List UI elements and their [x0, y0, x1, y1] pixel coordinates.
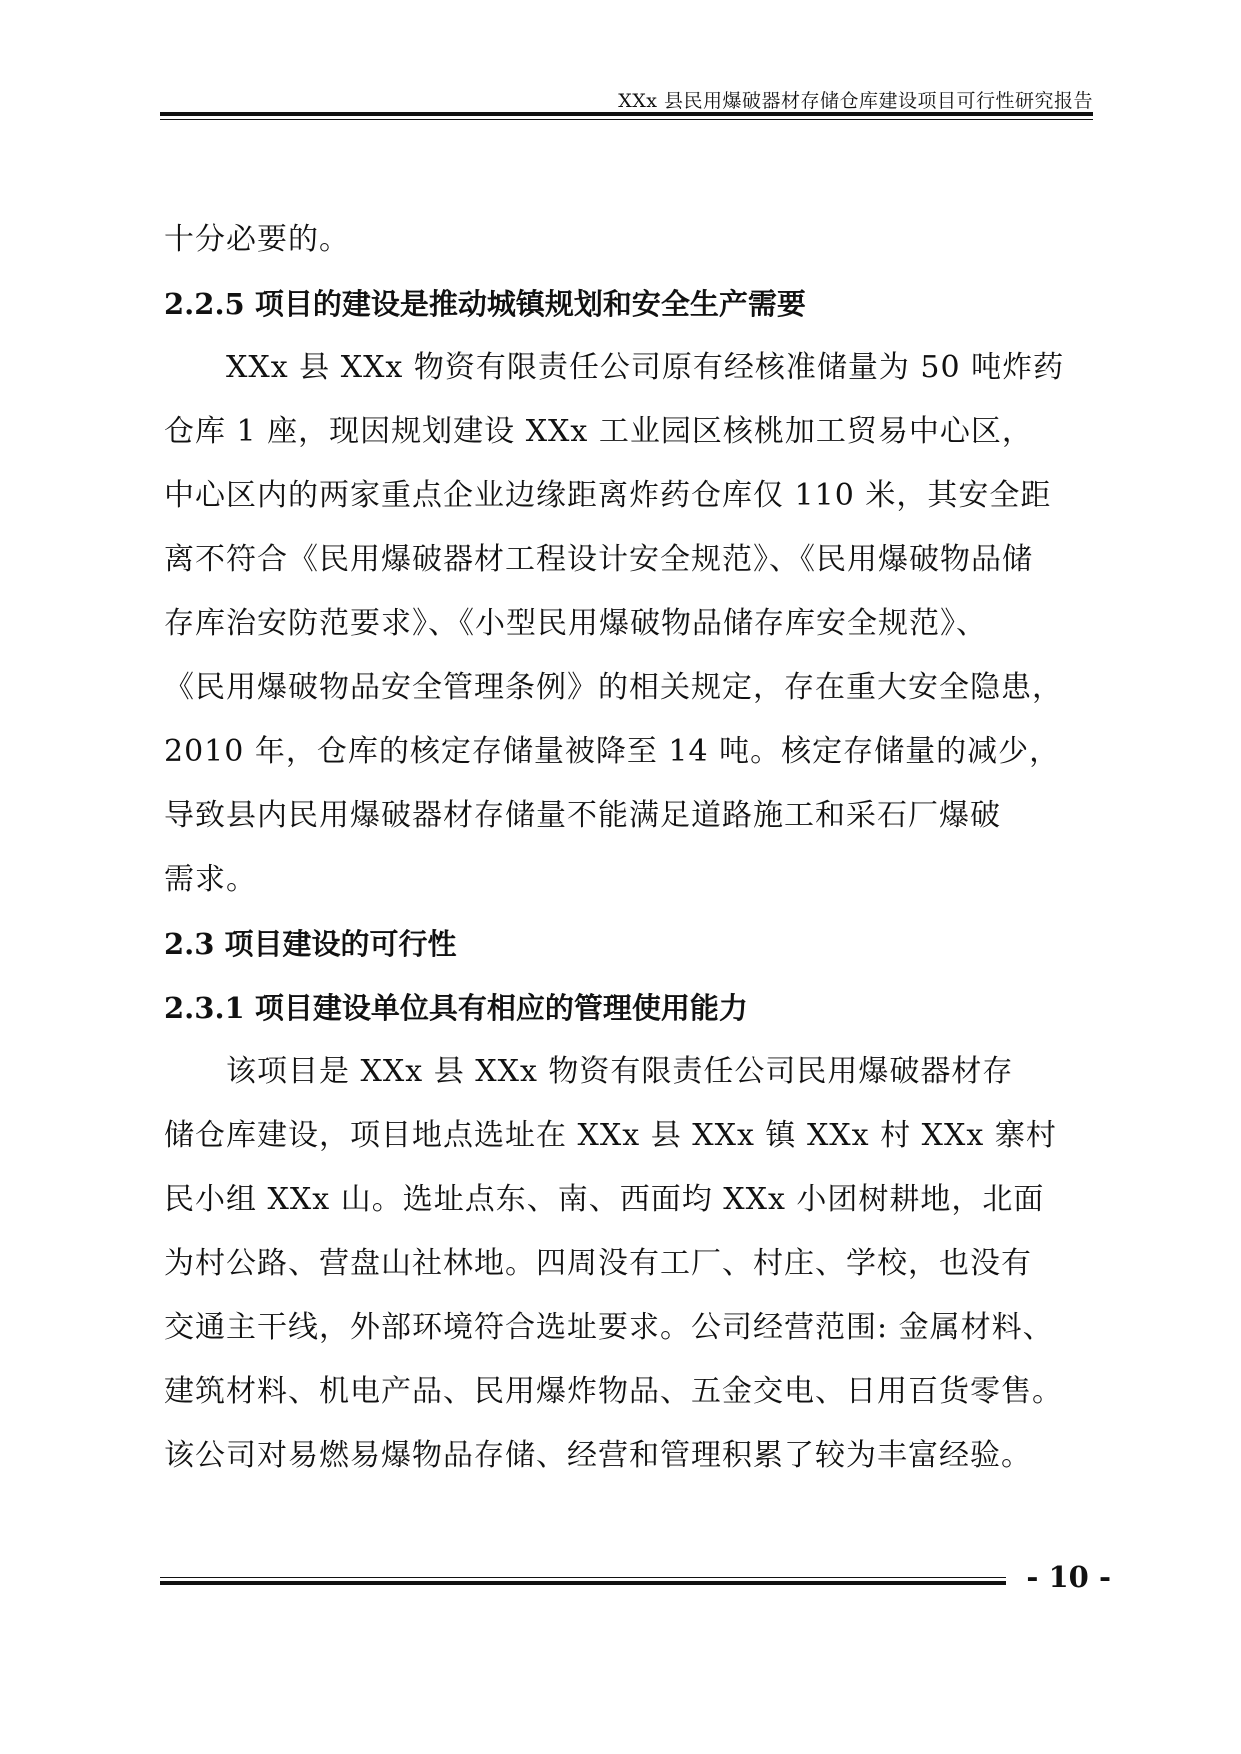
paragraph-line: 十分必要的。 [164, 222, 350, 257]
footer-rule-thick [160, 1581, 1006, 1585]
paragraph-line: 离不符合《民用爆破器材工程设计安全规范》、《民用爆破物品储 [164, 542, 1033, 577]
section-heading-2-2-5: 2.2.5 项目的建设是推动城镇规划和安全生产需要 [164, 287, 806, 321]
paragraph-line: 仓库 1 座，现因规划建设 XXx 工业园区核桃加工贸易中心区， [164, 414, 1033, 449]
paragraph-line: 建筑材料、机电产品、民用爆炸物品、五金交电、日用百货零售。 [164, 1374, 1063, 1409]
paragraph-line: 该项目是 XXx 县 XXx 物资有限责任公司民用爆破器材存 [226, 1054, 1014, 1089]
paragraph-line: 存库治安防范要求》、《小型民用爆破物品储存库安全规范》、 [164, 606, 987, 641]
header-rule-thin [160, 119, 1093, 120]
paragraph-line: 交通主干线，外部环境符合选址要求。公司经营范围: 金属材料、 [164, 1310, 1054, 1345]
document-body [164, 208, 1094, 1488]
footer-rule-thin [160, 1577, 1006, 1578]
paragraph-line: 2010 年，仓库的核定存储量被降至 14 吨。核定存储量的减少， [164, 734, 1061, 769]
paragraph-line: 需求。 [164, 862, 257, 897]
paragraph-line: 导致县内民用爆破器材存储量不能满足道路施工和采石厂爆破 [164, 798, 1001, 833]
paragraph-line: 民小组 XXx 山。选址点东、南、西面均 XXx 小团树耕地，北面 [164, 1182, 1045, 1217]
paragraph-line: 储仓库建设，项目地点选址在 XXx 县 XXx 镇 XXx 村 XXx 寨村 [164, 1118, 1057, 1153]
section-heading-2-3: 2.3 项目建设的可行性 [164, 927, 457, 961]
page-number: - 10 - [1026, 1560, 1111, 1594]
header-title: XXx 县民用爆破器材存储仓库建设项目可行性研究报告 [618, 90, 1093, 112]
section-heading-2-3-1: 2.3.1 项目建设单位具有相应的管理使用能力 [164, 991, 748, 1025]
paragraph-line: XXx 县 XXx 物资有限责任公司原有经核准储量为 50 吨炸药 [226, 350, 1065, 385]
paragraph-line: 为村公路、营盘山社林地。四周没有工厂、村庄、学校，也没有 [164, 1246, 1032, 1281]
paragraph-line: 该公司对易燃易爆物品存储、经营和管理积累了较为丰富经验。 [164, 1438, 1032, 1473]
header-rule-thick [160, 112, 1093, 116]
paragraph-line: 中心区内的两家重点企业边缘距离炸药仓库仅 110 米，其安全距 [164, 478, 1052, 513]
paragraph-line: 《民用爆破物品安全管理条例》的相关规定，存在重大安全隐患， [164, 670, 1063, 705]
